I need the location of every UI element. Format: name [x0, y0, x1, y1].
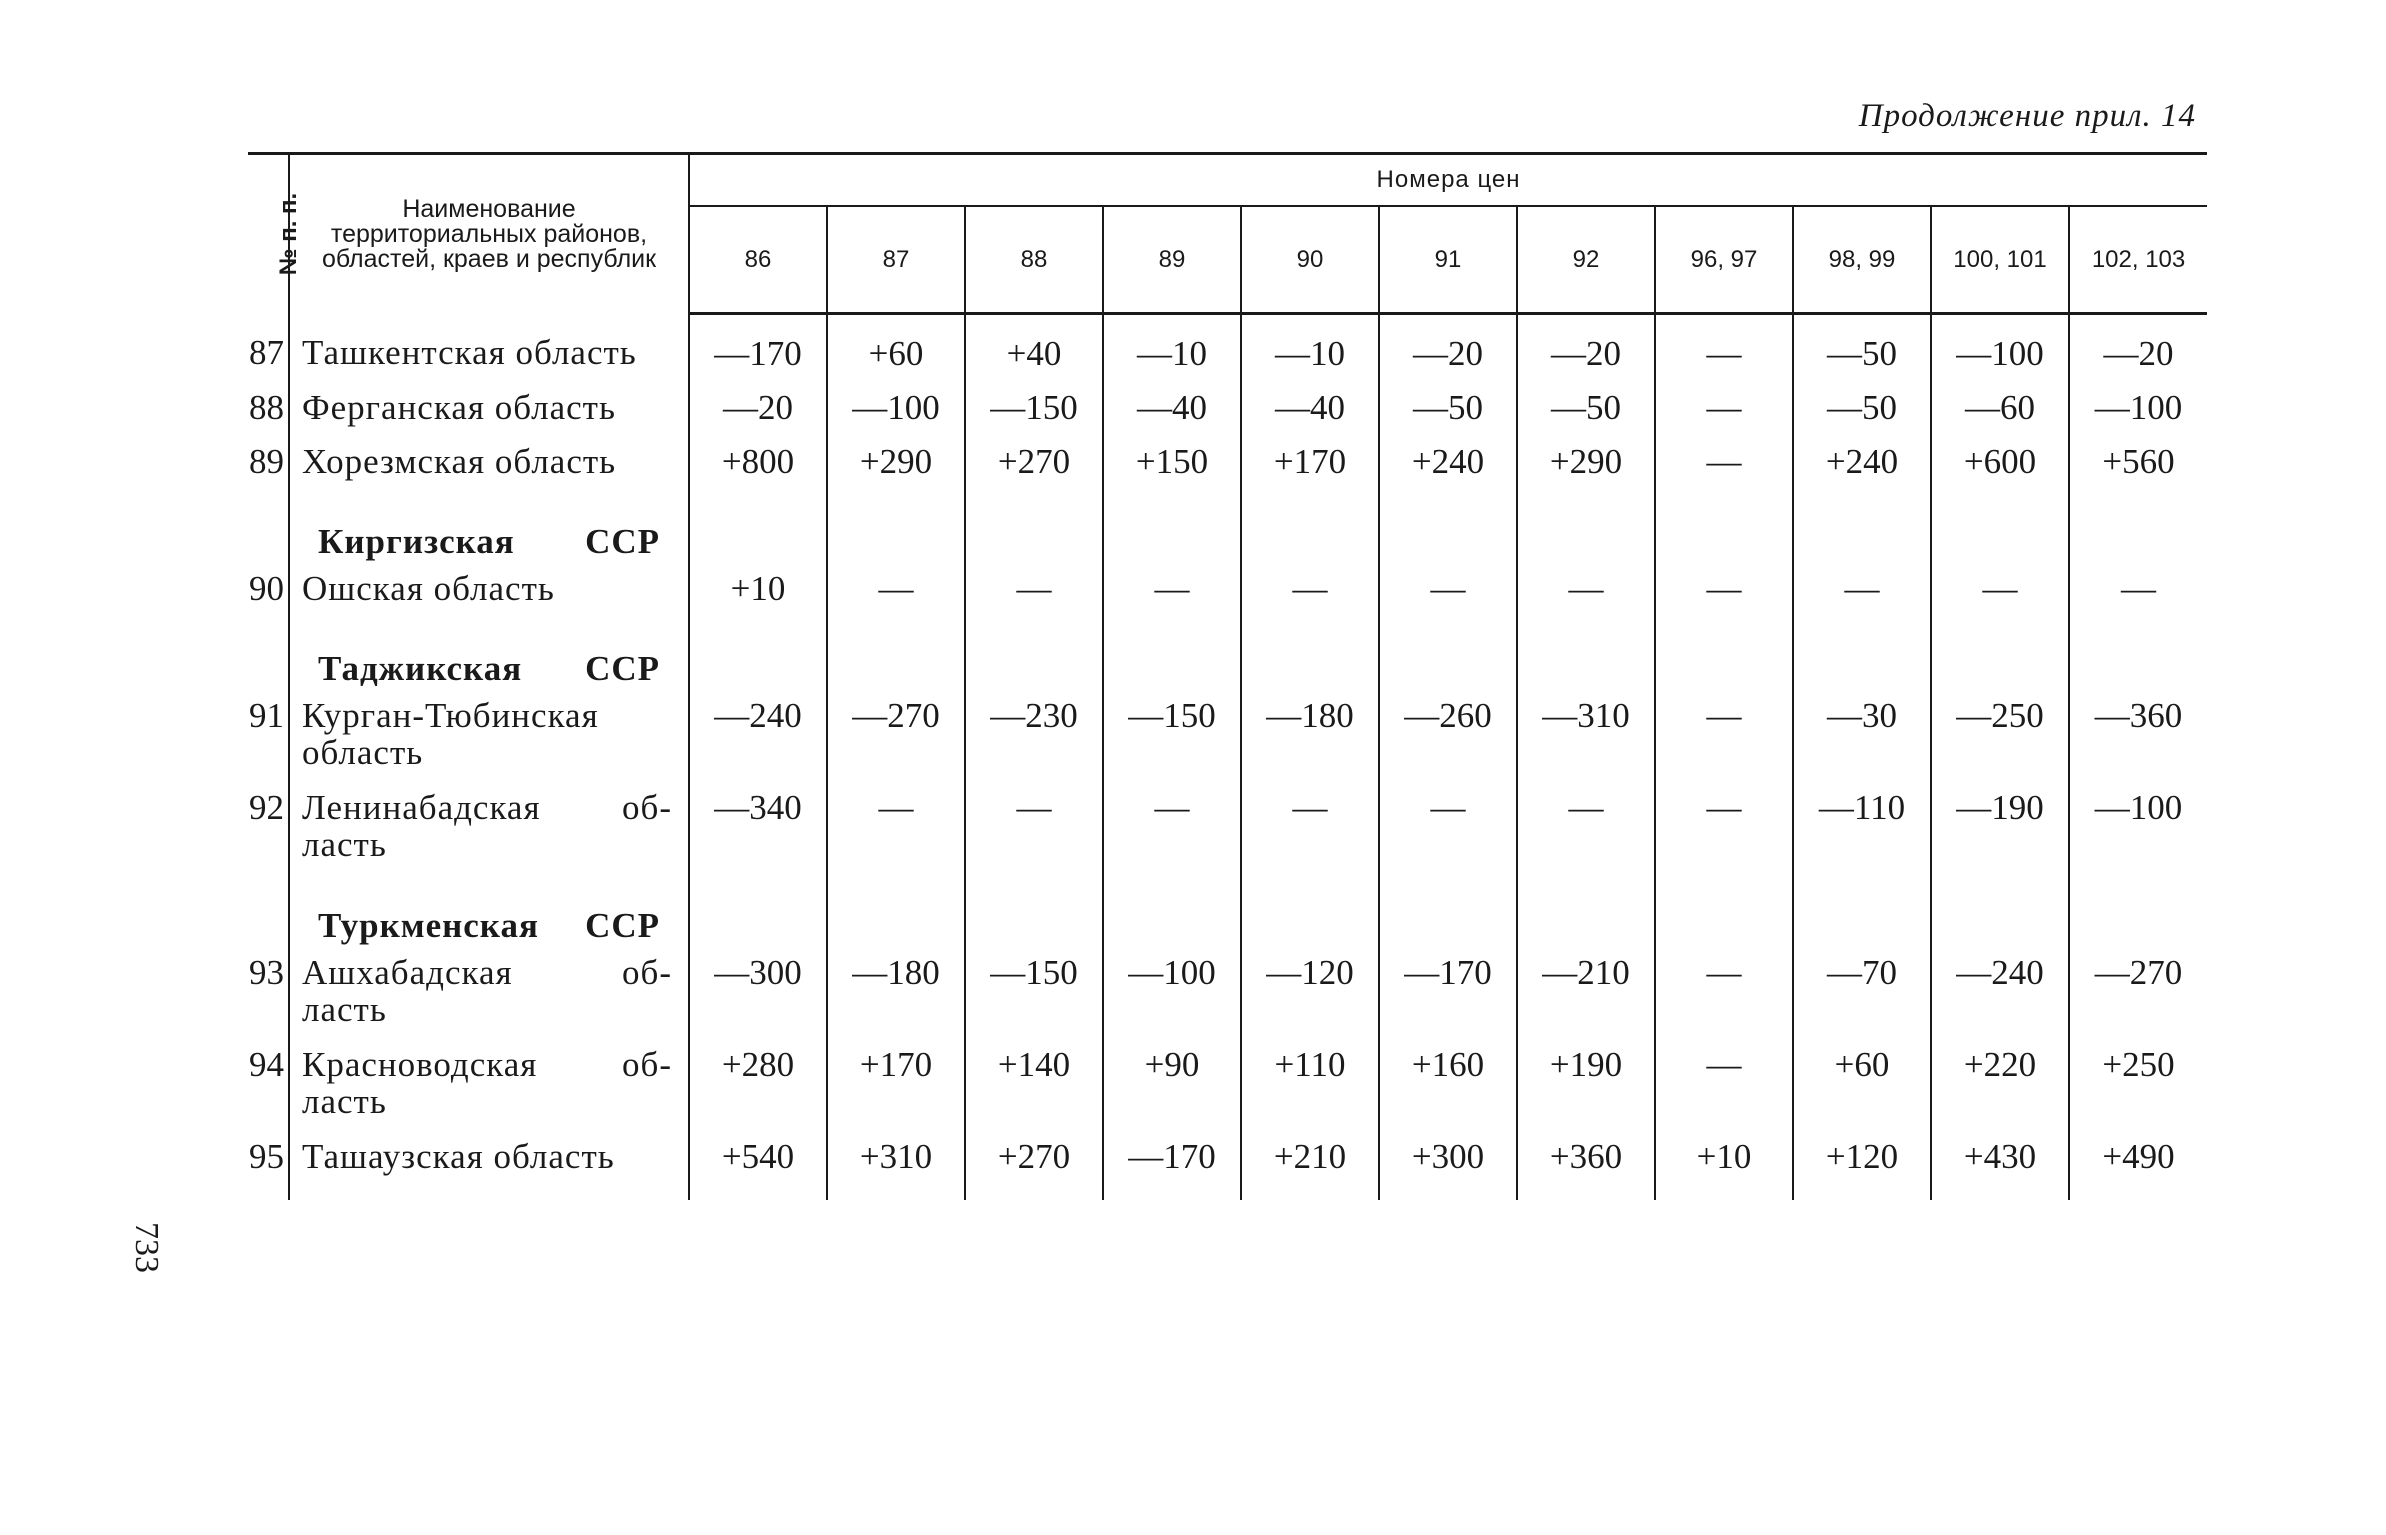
- price-value-cell: —50: [1793, 389, 1931, 443]
- price-value-cell: —: [827, 570, 965, 624]
- region-name-line1: Ашхабадская об-: [302, 953, 672, 992]
- republic-name-suffix: ССР: [585, 522, 660, 561]
- empty-cell: [1517, 497, 1655, 570]
- price-value-cell: —60: [1931, 389, 2069, 443]
- price-value-cell: —30: [1793, 697, 1931, 789]
- republic-name-word: Таджикская: [318, 649, 523, 688]
- table-body: [248, 314, 2207, 1201]
- price-value-cell: +160: [1379, 1046, 1517, 1138]
- empty-cell: [1241, 624, 1379, 697]
- price-value-cell: —20: [689, 389, 827, 443]
- empty-cell: [1655, 624, 1793, 697]
- price-value-cell: —70: [1793, 954, 1931, 1046]
- price-value-cell: —210: [1517, 954, 1655, 1046]
- price-value-cell: —340: [689, 789, 827, 881]
- row-number: 95: [248, 1138, 289, 1200]
- price-value-cell: —310: [1517, 697, 1655, 789]
- price-value-cell: —110: [1793, 789, 1931, 881]
- price-value-cell: —: [1103, 789, 1241, 881]
- row-number: 87: [248, 314, 289, 390]
- price-value-cell: —: [965, 789, 1103, 881]
- price-value-cell: —170: [1379, 954, 1517, 1046]
- price-value-cell: +10: [689, 570, 827, 624]
- empty-cell: [2069, 881, 2207, 954]
- price-value-cell: —: [1655, 954, 1793, 1046]
- price-value-cell: —300: [689, 954, 827, 1046]
- republic-row: [248, 881, 2207, 954]
- region-name-cell: [289, 697, 689, 789]
- empty-cell: [1655, 881, 1793, 954]
- price-value-cell: —10: [1241, 314, 1379, 390]
- empty-cell: [1793, 497, 1931, 570]
- region-name-line1: Хорезмская область: [302, 442, 617, 481]
- price-value-cell: —170: [689, 314, 827, 390]
- price-value-cell: —20: [1517, 314, 1655, 390]
- region-name-cell: [289, 1138, 689, 1200]
- region-name-cell: [289, 389, 689, 443]
- price-value-cell: +150: [1103, 443, 1241, 497]
- price-value-cell: +360: [1517, 1138, 1655, 1200]
- table-row: [248, 697, 2207, 789]
- price-value-cell: —: [1655, 443, 1793, 497]
- table-header: [248, 154, 2207, 314]
- price-value-cell: +190: [1517, 1046, 1655, 1138]
- price-value-cell: —150: [965, 954, 1103, 1046]
- price-value-cell: +170: [827, 1046, 965, 1138]
- price-value-cell: —: [1241, 570, 1379, 624]
- row-number: 92: [248, 789, 289, 881]
- column-header-price-6: 91: [1379, 206, 1517, 314]
- price-value-cell: —40: [1103, 389, 1241, 443]
- row-number: 91: [248, 697, 289, 789]
- region-name-line1: Ташаузская область: [302, 1137, 615, 1176]
- price-value-cell: —: [1379, 789, 1517, 881]
- empty-cell: [2069, 624, 2207, 697]
- price-value-cell: —: [965, 570, 1103, 624]
- price-table-container: [248, 152, 2203, 1200]
- price-value-cell: +290: [1517, 443, 1655, 497]
- empty-cell: [965, 624, 1103, 697]
- price-value-cell: +280: [689, 1046, 827, 1138]
- column-header-name: Наименование территориальных районов, областей, краев и республик: [289, 154, 689, 314]
- price-value-cell: —: [1655, 789, 1793, 881]
- price-value-cell: —: [1379, 570, 1517, 624]
- row-number: 90: [248, 570, 289, 624]
- price-value-cell: +90: [1103, 1046, 1241, 1138]
- empty-cell: [2069, 497, 2207, 570]
- price-value-cell: +240: [1379, 443, 1517, 497]
- empty-cell: [1931, 881, 2069, 954]
- price-value-cell: +270: [965, 443, 1103, 497]
- region-name-line1: Ташкентская область: [302, 332, 637, 372]
- republic-name: [302, 523, 672, 560]
- region-name-line1: Ферганская область: [302, 388, 616, 427]
- price-value-cell: —260: [1379, 697, 1517, 789]
- column-group-header: Номера цен: [689, 154, 2207, 207]
- republic-name-cell: [289, 624, 689, 697]
- empty-cell: [1241, 881, 1379, 954]
- price-value-cell: +120: [1793, 1138, 1931, 1200]
- price-value-cell: —190: [1931, 789, 2069, 881]
- price-value-cell: —: [1517, 570, 1655, 624]
- price-value-cell: +240: [1793, 443, 1931, 497]
- price-value-cell: —20: [1379, 314, 1517, 390]
- table-row: [248, 314, 2207, 390]
- column-header-price-5: 90: [1241, 206, 1379, 314]
- region-name-cell: [289, 1046, 689, 1138]
- republic-name-cell: [289, 881, 689, 954]
- column-header-price-11: 102, 103: [2069, 206, 2207, 314]
- price-value-cell: +600: [1931, 443, 2069, 497]
- price-value-cell: —: [1655, 314, 1793, 390]
- row-number-cell: [248, 624, 289, 697]
- price-value-cell: +140: [965, 1046, 1103, 1138]
- republic-name-suffix: ССР: [585, 906, 660, 945]
- republic-name: [302, 907, 672, 944]
- price-value-cell: +490: [2102, 1137, 2175, 1176]
- price-value-cell: —250: [1931, 697, 2069, 789]
- row-number: 89: [248, 443, 289, 497]
- republic-name: [302, 650, 672, 687]
- region-name-cell: [289, 954, 689, 1046]
- price-value-cell: —180: [1241, 697, 1379, 789]
- price-value-cell: —150: [1103, 697, 1241, 789]
- price-value-cell: —50: [1379, 389, 1517, 443]
- price-value-cell: —: [1931, 570, 2069, 624]
- column-header-price-8: 96, 97: [1655, 206, 1793, 314]
- price-value-cell: +10: [1655, 1138, 1793, 1200]
- region-name-line1: Курган-Тюбинская: [302, 696, 599, 735]
- row-number: 94: [248, 1046, 289, 1138]
- page-caption: Продолжение прил. 14: [1858, 98, 2196, 134]
- column-header-price-7: 92: [1517, 206, 1655, 314]
- price-value-cell: —: [1517, 789, 1655, 881]
- republic-row: [248, 497, 2207, 570]
- empty-cell: [965, 497, 1103, 570]
- price-value-cell: —: [1793, 570, 1931, 624]
- price-value-cell: +300: [1379, 1138, 1517, 1200]
- empty-cell: [827, 881, 965, 954]
- empty-cell: [1931, 624, 2069, 697]
- region-name-line2: ласть: [302, 1082, 387, 1121]
- region-name-line2: ласть: [302, 990, 387, 1029]
- price-table: [248, 152, 2207, 1200]
- republic-name-word: Туркменская: [318, 906, 539, 945]
- region-name-line1: Ленинабадская об-: [302, 788, 672, 827]
- column-header-number: № п. п.: [248, 154, 289, 314]
- empty-cell: [1931, 497, 2069, 570]
- price-value-cell: +290: [827, 443, 965, 497]
- empty-cell: [1103, 624, 1241, 697]
- empty-cell: [689, 624, 827, 697]
- price-value-cell: —100: [1931, 314, 2069, 390]
- table-row: [248, 389, 2207, 443]
- price-value-cell: —20: [2103, 334, 2174, 373]
- region-name-line1: Ошская область: [302, 569, 555, 608]
- republic-name-suffix: ССР: [585, 649, 660, 688]
- price-value-cell: —170: [1103, 1138, 1241, 1200]
- republic-row: [248, 624, 2207, 697]
- price-value-cell: —230: [965, 697, 1103, 789]
- table-row: [248, 789, 2207, 881]
- price-value-cell: —10: [1103, 314, 1241, 390]
- price-value-cell: —240: [1931, 954, 2069, 1046]
- price-value-cell: +310: [827, 1138, 965, 1200]
- price-value-cell: —100: [827, 389, 965, 443]
- price-value-cell: +270: [965, 1138, 1103, 1200]
- empty-cell: [827, 624, 965, 697]
- row-number: 88: [248, 389, 289, 443]
- republic-name-word: Киргизская: [318, 522, 515, 561]
- price-value-cell: —50: [1517, 389, 1655, 443]
- price-value-cell: +170: [1241, 443, 1379, 497]
- price-value-cell: +250: [2102, 1045, 2175, 1084]
- column-header-price-1: 86: [689, 206, 827, 314]
- region-name-cell: [289, 443, 689, 497]
- table-row: [248, 1138, 2207, 1200]
- price-value-cell: +210: [1241, 1138, 1379, 1200]
- column-header-price-9: 98, 99: [1793, 206, 1931, 314]
- price-value-cell: —120: [1241, 954, 1379, 1046]
- price-value-cell: —40: [1241, 389, 1379, 443]
- empty-cell: [965, 881, 1103, 954]
- price-value-cell: —50: [1793, 314, 1931, 390]
- empty-cell: [1379, 624, 1517, 697]
- region-name-line1: Красноводская об-: [302, 1045, 672, 1084]
- empty-cell: [1793, 881, 1931, 954]
- price-value-cell: —100: [1103, 954, 1241, 1046]
- row-number: 93: [248, 954, 289, 1046]
- column-header-price-4: 89: [1103, 206, 1241, 314]
- region-name-line2: область: [302, 733, 424, 772]
- table-row: [248, 443, 2207, 497]
- price-value-cell: —100: [2094, 788, 2183, 827]
- price-value-cell: —150: [965, 389, 1103, 443]
- empty-cell: [1103, 497, 1241, 570]
- row-number-cell: [248, 881, 289, 954]
- empty-cell: [1655, 497, 1793, 570]
- price-value-cell: +110: [1241, 1046, 1379, 1138]
- price-value-cell: +220: [1931, 1046, 2069, 1138]
- price-value-cell: —100: [2094, 388, 2183, 427]
- price-value-cell: —: [1655, 697, 1793, 789]
- price-value-cell: +430: [1931, 1138, 2069, 1200]
- price-value-cell: +60: [827, 314, 965, 390]
- price-value-cell: —: [827, 789, 965, 881]
- republic-name-cell: [289, 497, 689, 570]
- page-number: 733: [128, 1222, 165, 1273]
- region-name-cell: [289, 314, 689, 390]
- price-value-cell: +60: [1793, 1046, 1931, 1138]
- price-value-cell: —: [1655, 570, 1793, 624]
- empty-cell: [1241, 497, 1379, 570]
- region-name-cell: [289, 570, 689, 624]
- empty-cell: [689, 497, 827, 570]
- column-header-price-10: 100, 101: [1931, 206, 2069, 314]
- price-value-cell: —240: [689, 697, 827, 789]
- price-value-cell: —360: [2094, 696, 2183, 735]
- empty-cell: [827, 497, 965, 570]
- empty-cell: [1379, 497, 1517, 570]
- price-value-cell: +800: [689, 443, 827, 497]
- region-name-cell: [289, 789, 689, 881]
- empty-cell: [689, 881, 827, 954]
- table-row: [248, 1046, 2207, 1138]
- price-value-cell: —: [1241, 789, 1379, 881]
- price-value-cell: —270: [2094, 953, 2183, 992]
- price-value-cell: —: [2121, 569, 2157, 608]
- price-value-cell: —: [1103, 570, 1241, 624]
- price-value-cell: —: [1655, 1046, 1793, 1138]
- price-value-cell: —270: [827, 697, 965, 789]
- region-name-line2: ласть: [302, 825, 387, 864]
- price-value-cell: +540: [689, 1138, 827, 1200]
- column-header-price-3: 88: [965, 206, 1103, 314]
- column-header-price-2: 87: [827, 206, 965, 314]
- empty-cell: [1793, 624, 1931, 697]
- row-number-cell: [248, 497, 289, 570]
- price-value-cell: —: [1655, 389, 1793, 443]
- empty-cell: [1517, 881, 1655, 954]
- table-row: [248, 954, 2207, 1046]
- price-value-cell: +40: [965, 314, 1103, 390]
- empty-cell: [1517, 624, 1655, 697]
- empty-cell: [1379, 881, 1517, 954]
- table-row: [248, 570, 2207, 624]
- price-value-cell: +560: [2102, 442, 2175, 481]
- price-value-cell: —180: [827, 954, 965, 1046]
- empty-cell: [1103, 881, 1241, 954]
